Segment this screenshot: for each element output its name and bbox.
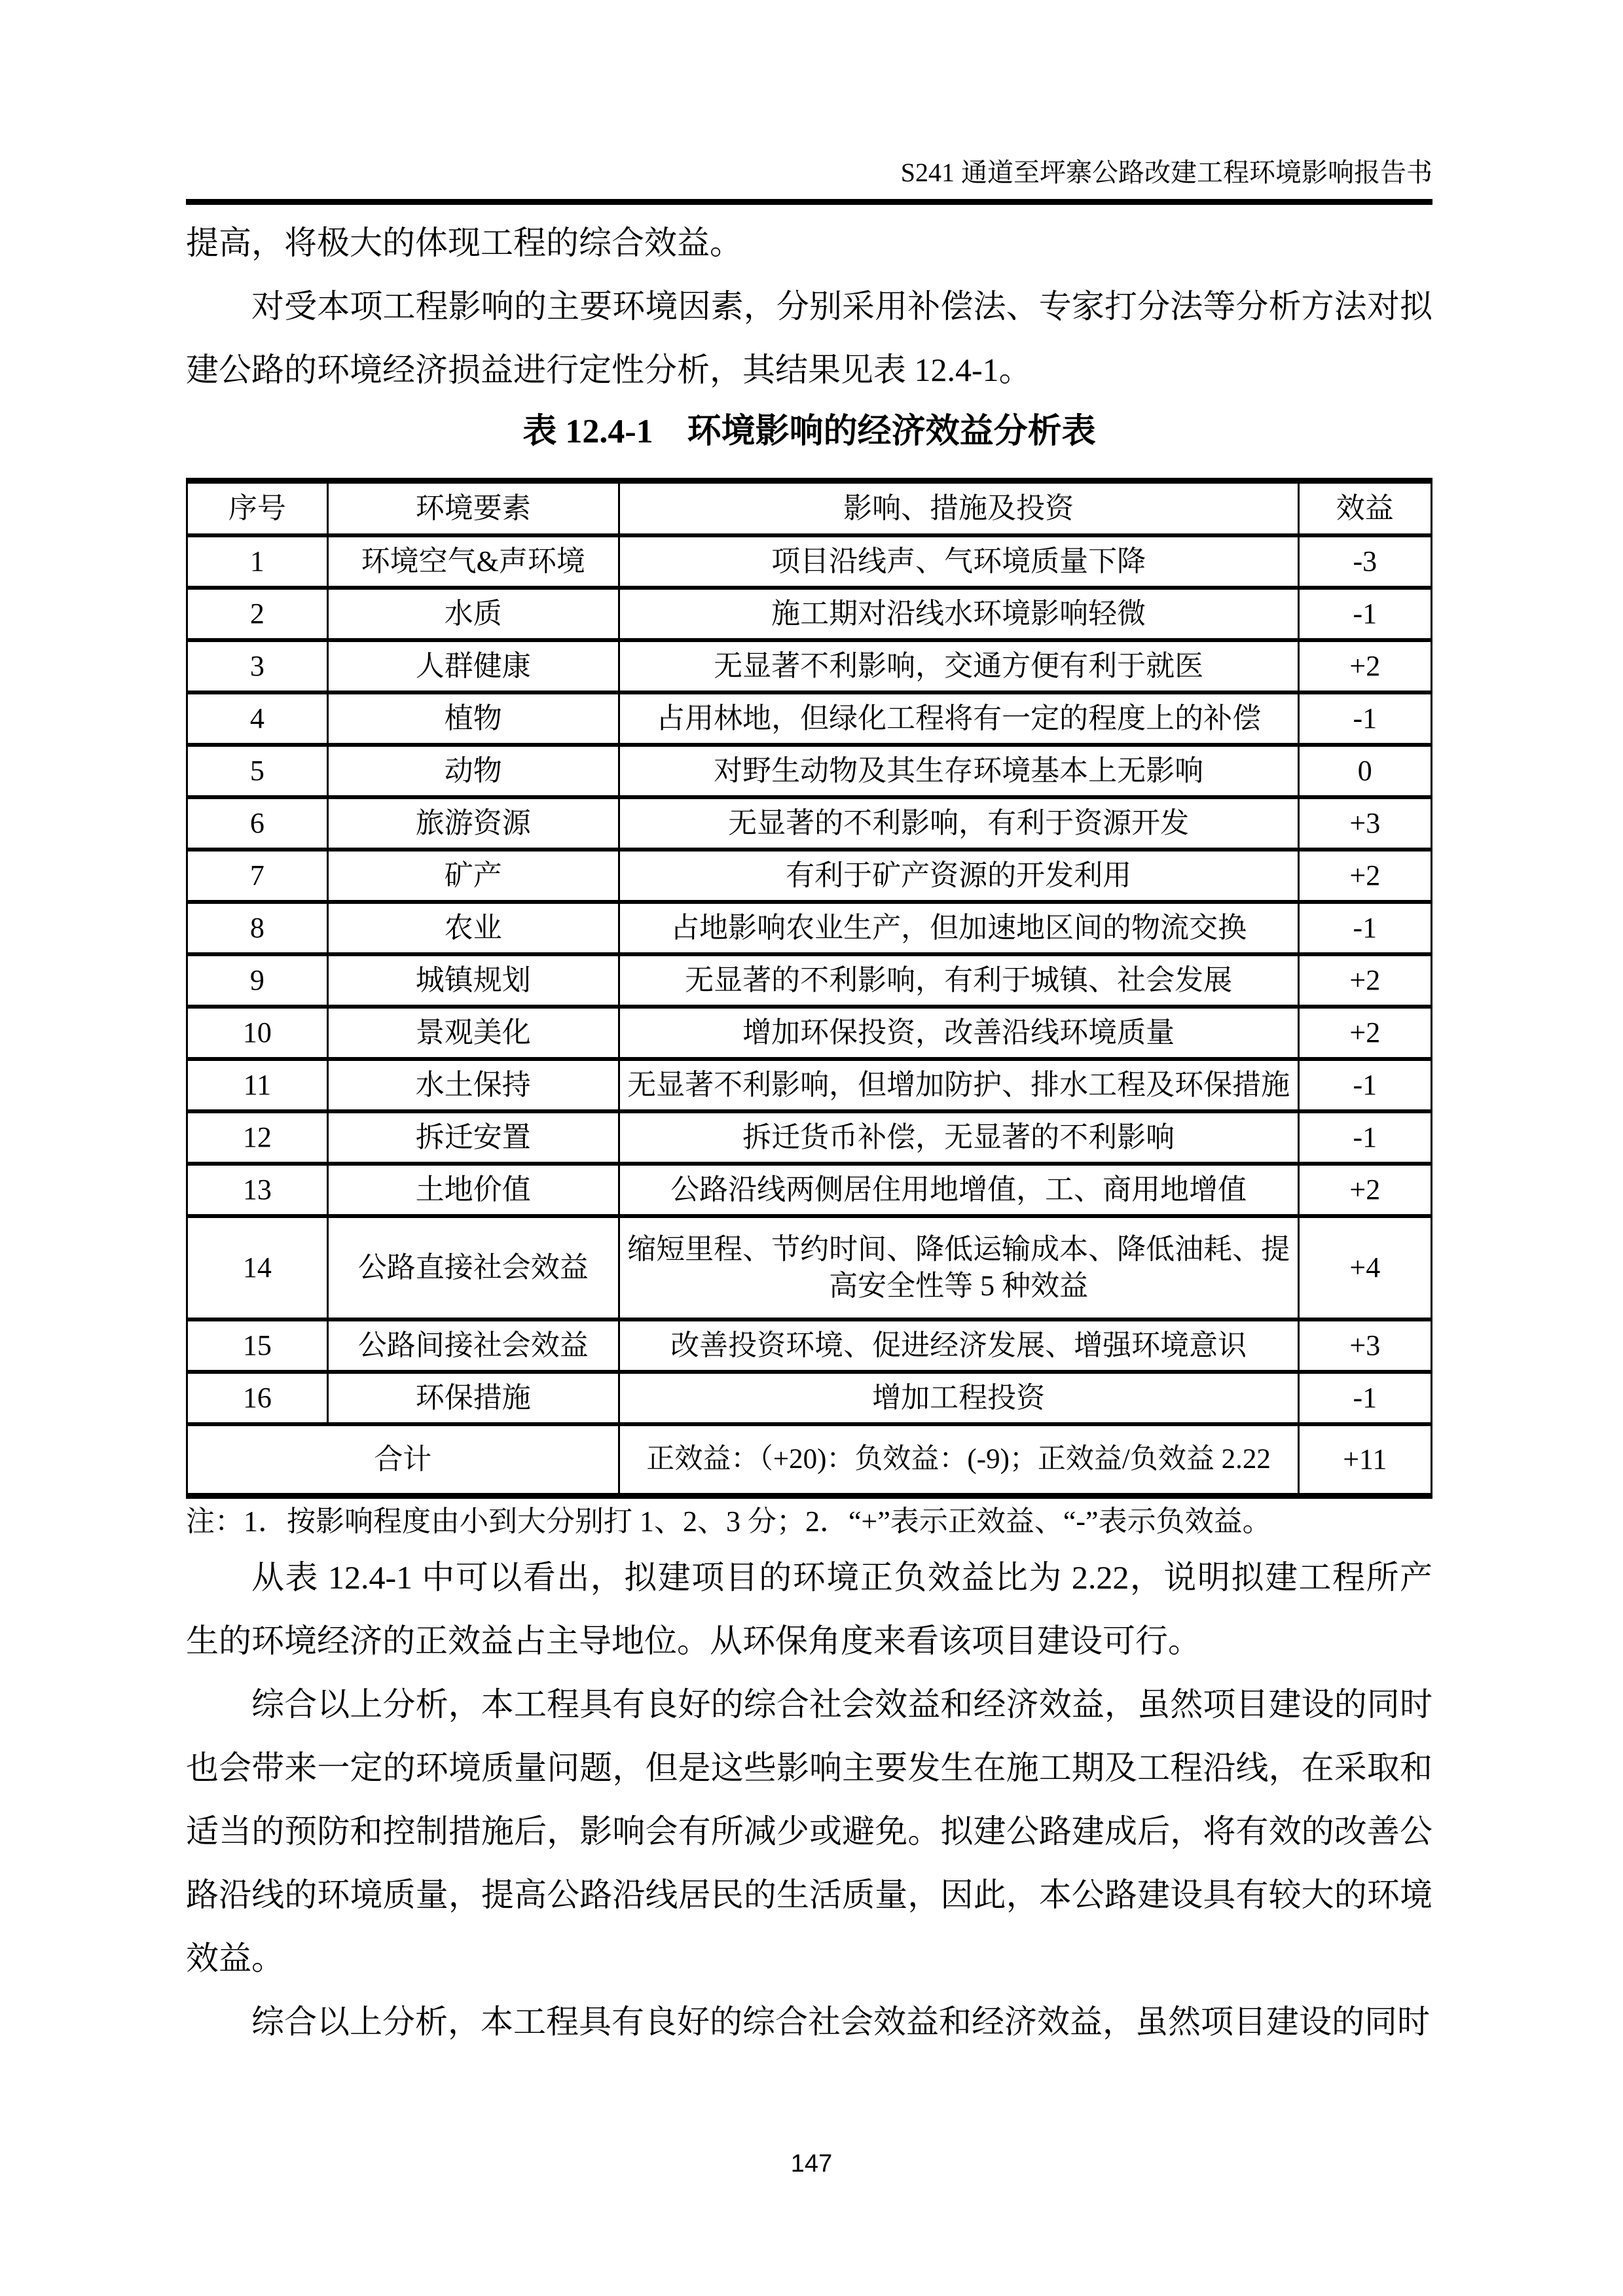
- impact-cell: 拆迁货币补偿，无显著的不利影响: [619, 1111, 1298, 1164]
- total-label-cell: 合计: [187, 1424, 619, 1496]
- table-row: [187, 1319, 1432, 1372]
- impact-cell: 缩短里程、节约时间、降低运输成本、降低油耗、提高安全性等 5 种效益: [619, 1216, 1298, 1319]
- table-row: [187, 640, 1432, 692]
- row-index-cell: 9: [187, 954, 328, 1007]
- impact-cell: 无显著不利影响，但增加防护、排水工程及环保措施: [619, 1059, 1298, 1111]
- paragraph-intro-1: 提高，将极大的体现工程的综合效益。: [186, 224, 742, 261]
- paragraph-closing-1: 从表 12.4-1 中可以看出，拟建项目的环境正负效益比为 2.22，说明拟建工程所产生的环境经济的正效益占主导地位。从环保角度来看该项目建设可行。: [186, 1559, 1432, 1659]
- table-caption: 表 12.4-1 环境影响的经济效益分析表: [522, 413, 1096, 450]
- paragraph-closing-3: 综合以上分析，本工程具有良好的综合社会效益和经济效益，虽然项目建设的同时: [251, 2003, 1430, 2040]
- benefit-cell: +2: [1298, 954, 1431, 1007]
- env-factor-cell: 公路直接社会效益: [327, 1216, 619, 1319]
- table-row: [187, 850, 1432, 902]
- impact-cell: 增加工程投资: [619, 1372, 1298, 1424]
- row-index-cell: 7: [187, 850, 328, 902]
- row-index-cell: 14: [187, 1216, 328, 1319]
- impact-cell: 增加环保投资，改善沿线环境质量: [619, 1007, 1298, 1059]
- benefit-cell: +4: [1298, 1216, 1431, 1319]
- row-index-cell: 13: [187, 1164, 328, 1216]
- table-row: [187, 692, 1432, 745]
- page-number: 147: [790, 2150, 833, 2178]
- env-factor-cell: 矿产: [327, 850, 619, 902]
- benefit-cell: +2: [1298, 640, 1431, 692]
- table-row: [187, 588, 1432, 640]
- table-total-row: [187, 1424, 1432, 1496]
- table-note: 注：1．按影响程度由小到大分别打 1、2、3 分；2．“+”表示正效益、“-”表示负效益。: [186, 1505, 1271, 1537]
- benefit-cell: -1: [1298, 692, 1431, 745]
- env-factor-cell: 环保措施: [327, 1372, 619, 1424]
- env-factor-cell: 拆迁安置: [327, 1111, 619, 1164]
- impact-cell: 占地影响农业生产，但加速地区间的物流交换: [619, 902, 1298, 954]
- benefit-cell: +2: [1298, 1164, 1431, 1216]
- paragraph-closing-2: 综合以上分析，本工程具有良好的综合社会效益和经济效益，虽然项目建设的同时也会带来一定的环境质量问题，但是这些影响主要发生在施工期及工程沿线，在采取和适当的预防和控制措施后，影响会有所减少或避免。拟建公路建成后，将有效的改善公路沿线的环境质量，提高公路沿线居民的生活质量，因此，本公路建设具有较大的环境效益。: [186, 1686, 1432, 1977]
- table-row: [187, 1164, 1432, 1216]
- total-detail-cell: 正效益：（+20)：负效益：(-9)；正效益/负效益 2.22: [619, 1424, 1298, 1496]
- benefit-cell: +3: [1298, 1319, 1431, 1372]
- row-index-cell: 10: [187, 1007, 328, 1059]
- benefit-cell: +3: [1298, 797, 1431, 850]
- env-factor-cell: 景观美化: [327, 1007, 619, 1059]
- benefit-cell: -1: [1298, 902, 1431, 954]
- impact-cell: 无显著不利影响，交通方便有利于就医: [619, 640, 1298, 692]
- page-header: [186, 156, 1432, 205]
- impact-cell: 施工期对沿线水环境影响轻微: [619, 588, 1298, 640]
- table-row: [187, 1372, 1432, 1424]
- impact-cell: 无显著的不利影响，有利于城镇、社会发展: [619, 954, 1298, 1007]
- row-index-cell: 8: [187, 902, 328, 954]
- table-row: [187, 902, 1432, 954]
- benefit-cell: -1: [1298, 588, 1431, 640]
- table-row: [187, 535, 1432, 588]
- table-row: [187, 1111, 1432, 1164]
- row-index-cell: 6: [187, 797, 328, 850]
- benefit-cell: -3: [1298, 535, 1431, 588]
- row-index-cell: 4: [187, 692, 328, 745]
- table-row: [187, 1059, 1432, 1111]
- row-index-cell: 11: [187, 1059, 328, 1111]
- table-row: [187, 1007, 1432, 1059]
- col-header-benefit: 效益: [1298, 481, 1431, 536]
- row-index-cell: 3: [187, 640, 328, 692]
- row-index-cell: 12: [187, 1111, 328, 1164]
- table-row: [187, 797, 1432, 850]
- impact-cell: 项目沿线声、气环境质量下降: [619, 535, 1298, 588]
- page-content: [186, 156, 1432, 2054]
- env-factor-cell: 植物: [327, 692, 619, 745]
- env-factor-cell: 水质: [327, 588, 619, 640]
- env-factor-cell: 旅游资源: [327, 797, 619, 850]
- benefit-analysis-table: [186, 478, 1432, 1499]
- col-header-impact: 影响、措施及投资: [619, 481, 1298, 536]
- paragraph-intro-2: 对受本项工程影响的主要环境因素，分别采用补偿法、专家打分法等分析方法对拟建公路的环境经济损益进行定性分析，其结果见表 12.4-1。: [186, 288, 1432, 388]
- benefit-cell: 0: [1298, 745, 1431, 797]
- env-factor-cell: 土地价值: [327, 1164, 619, 1216]
- row-index-cell: 2: [187, 588, 328, 640]
- impact-cell: 无显著的不利影响，有利于资源开发: [619, 797, 1298, 850]
- benefit-cell: -1: [1298, 1372, 1431, 1424]
- benefit-cell: -1: [1298, 1111, 1431, 1164]
- table-row: [187, 1216, 1432, 1319]
- row-index-cell: 1: [187, 535, 328, 588]
- impact-cell: 占用林地，但绿化工程将有一定的程度上的补偿: [619, 692, 1298, 745]
- closing-paragraphs: [186, 1546, 1432, 2054]
- impact-cell: 公路沿线两侧居住用地增值，工、商用地增值: [619, 1164, 1298, 1216]
- env-factor-cell: 水土保持: [327, 1059, 619, 1111]
- env-factor-cell: 农业: [327, 902, 619, 954]
- env-factor-cell: 公路间接社会效益: [327, 1319, 619, 1372]
- env-factor-cell: 动物: [327, 745, 619, 797]
- col-header-index: 序号: [187, 481, 328, 536]
- document-title: S241 通道至坪寨公路改建工程环境影响报告书: [900, 158, 1432, 187]
- benefit-cell: +2: [1298, 1007, 1431, 1059]
- row-index-cell: 5: [187, 745, 328, 797]
- env-factor-cell: 环境空气&声环境: [327, 535, 619, 588]
- table-row: [187, 954, 1432, 1007]
- impact-cell: 有利于矿产资源的开发利用: [619, 850, 1298, 902]
- benefit-cell: +2: [1298, 850, 1431, 902]
- benefit-cell: -1: [1298, 1059, 1431, 1111]
- impact-cell: 对野生动物及其生存环境基本上无影响: [619, 745, 1298, 797]
- table-row: [187, 745, 1432, 797]
- row-index-cell: 15: [187, 1319, 328, 1372]
- impact-cell: 改善投资环境、促进经济发展、增强环境意识: [619, 1319, 1298, 1372]
- row-index-cell: 16: [187, 1372, 328, 1424]
- total-benefit-cell: +11: [1298, 1424, 1431, 1496]
- col-header-factor: 环境要素: [327, 481, 619, 536]
- env-factor-cell: 人群健康: [327, 640, 619, 692]
- table-header-row: [187, 481, 1432, 536]
- env-factor-cell: 城镇规划: [327, 954, 619, 1007]
